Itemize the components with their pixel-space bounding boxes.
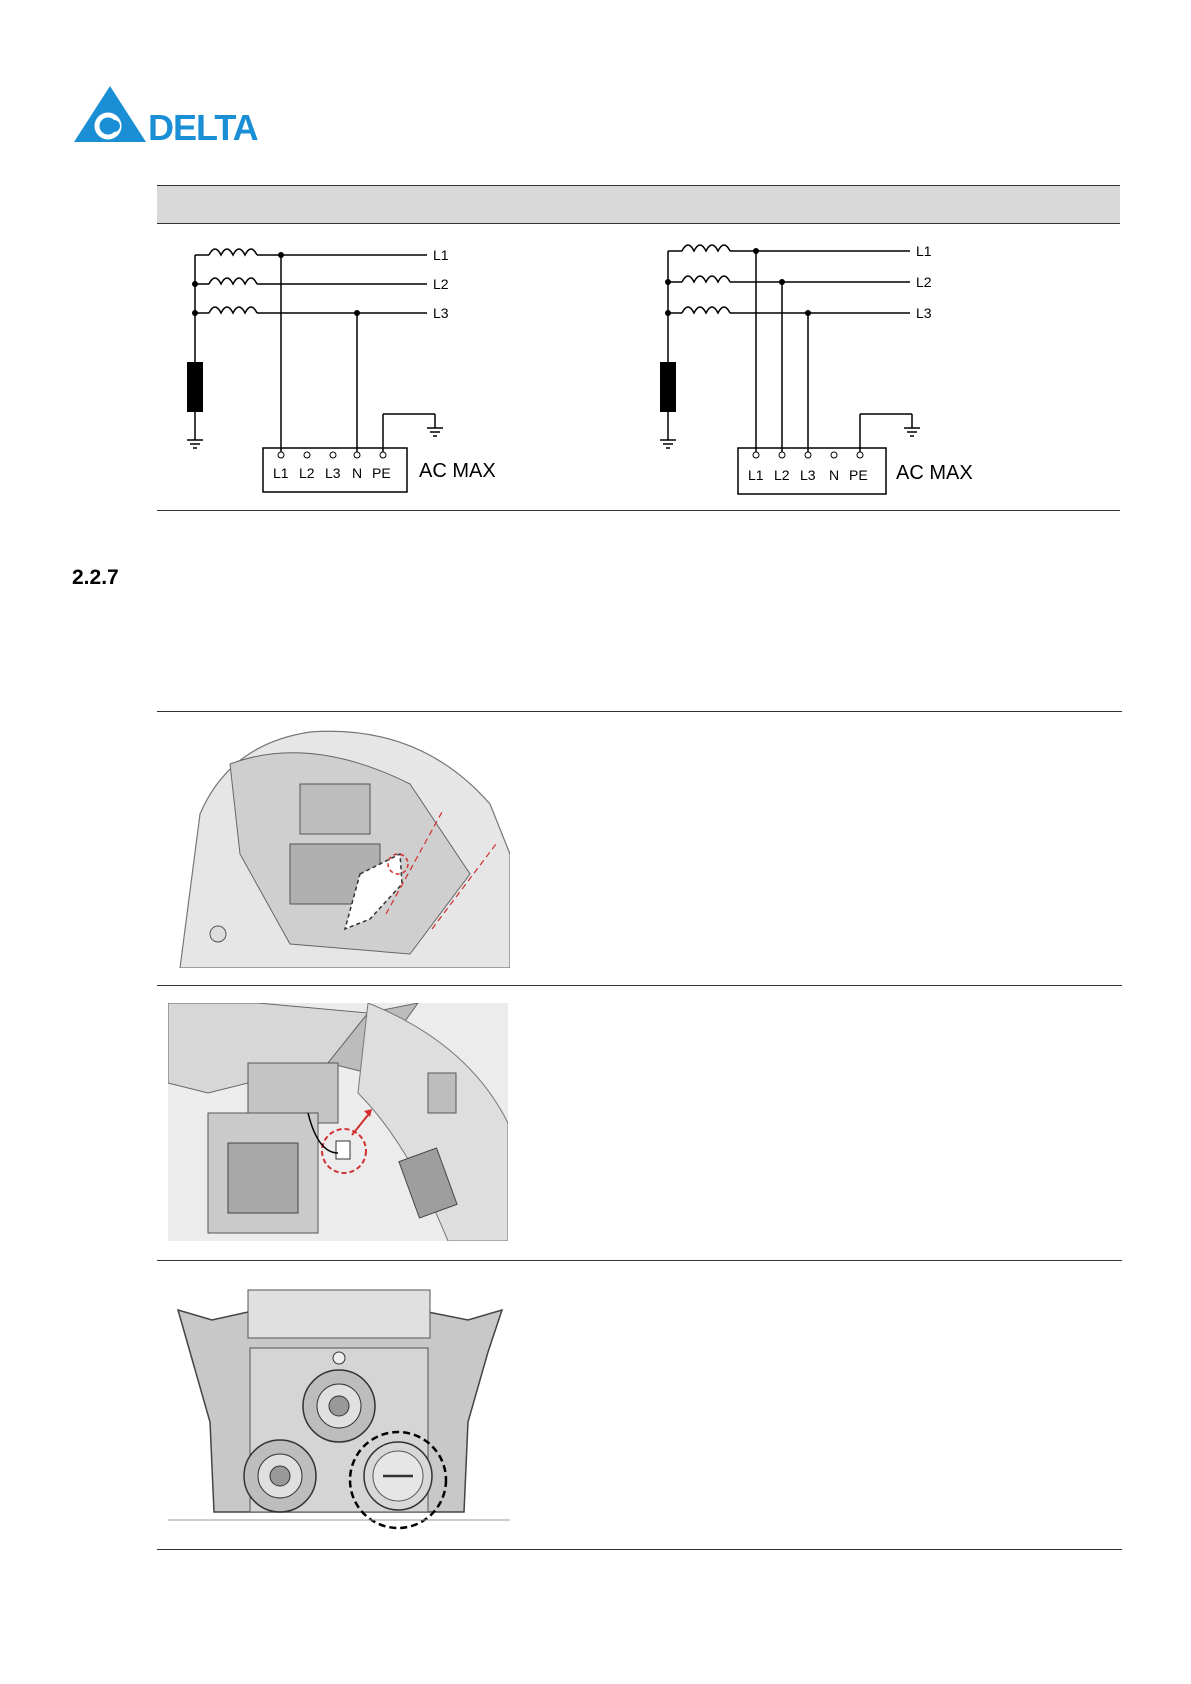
terminal-label: L2: [299, 465, 315, 481]
line-label: L1: [916, 243, 932, 259]
terminal-label: L1: [273, 465, 289, 481]
step-divider: [157, 985, 1122, 986]
section-number: 2.2.7: [72, 566, 119, 589]
delta-logo: [72, 84, 262, 148]
table-header-bar: [157, 185, 1120, 224]
brand-name: DELTA: [148, 107, 258, 148]
terminal-label: L3: [800, 467, 816, 483]
device-label: AC MAX: [419, 460, 496, 482]
terminal-label: PE: [372, 465, 391, 481]
step-divider: [157, 1260, 1122, 1261]
line-label: L1: [433, 247, 449, 263]
device-label: AC MAX: [896, 462, 973, 484]
step-3-illustration: [168, 1272, 510, 1530]
terminal-label: L3: [325, 465, 341, 481]
line-label: L2: [916, 274, 932, 290]
wiring-diagram-right: [630, 222, 1110, 502]
step-1-illustration: [170, 724, 510, 968]
delta-triangle-icon: [72, 84, 148, 144]
terminal-label: PE: [849, 467, 868, 483]
line-label: L2: [433, 276, 449, 292]
step-2-illustration: [168, 1003, 508, 1241]
line-label: L3: [433, 305, 449, 321]
wiring-diagram-left: [157, 222, 637, 502]
line-label: L3: [916, 305, 932, 321]
terminal-label: N: [352, 465, 363, 481]
table-bottom-rule: [157, 510, 1120, 511]
terminal-label: L1: [748, 467, 764, 483]
terminal-label: L2: [774, 467, 790, 483]
step-table-top-rule: [157, 711, 1122, 712]
terminal-label: N: [829, 467, 840, 483]
step-table-bottom-rule: [157, 1549, 1122, 1550]
